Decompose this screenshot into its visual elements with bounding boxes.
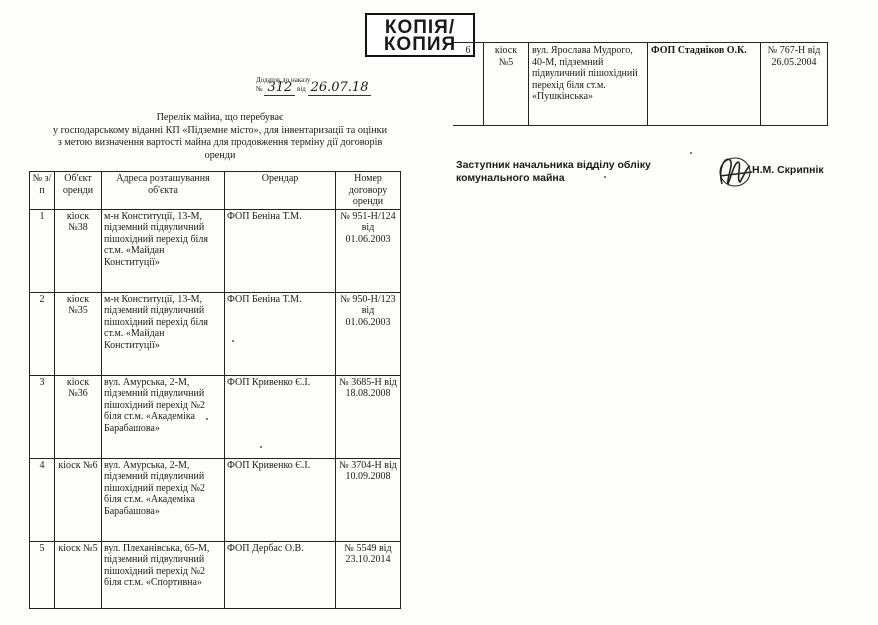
row-tenant: ФОП Кривенко Є.І. [225,458,336,541]
annex-no-prefix: № [256,85,263,93]
property-table [29,171,401,609]
stamp-line-2: КОПИЯ [383,34,457,55]
row-tenant: ФОП Дербас О.В. [225,541,336,608]
annex-from: від [297,85,306,93]
row-address: м-н Конституції, 13-М, підземний підвуличний пішохідний перехід біля ст.м. «Майдан Конституції» [102,209,225,292]
signatory-name: Н.М. Скрипнік [752,164,824,176]
annex-label: Додаток до наказу [256,76,311,84]
row-object: кіоск №6 [55,458,102,541]
scan-speck [604,176,606,178]
property-table-continued [453,42,828,126]
title-line-1: Перелік майна, що перебуває [156,112,284,123]
row-address: вул. Плеханівська, 65-М, підземний підвуличний пішохідний перехід №2 біля ст.м. «Спортивна» [102,541,225,608]
row-tenant: ФОП Беніна Т.М. [225,292,336,375]
title-line-4: оренди [204,149,236,161]
row-tenant: ФОП Кривенко Є.І. [225,375,336,458]
row-address: вул. Амурська, 2-М, підземний підвуличний пішохідний перехід №2 біля ст.м. «Академіка Барабашова» [102,375,225,458]
header-object: Об'єкт оренди [55,172,102,210]
row-tenant: ФОП Беніна Т.М. [225,209,336,292]
row-object: кіоск №38 [55,209,102,292]
handwritten-signature [716,150,754,190]
header-contract: Номер договору оренди [336,172,401,210]
scan-speck [206,418,208,420]
table-row [30,458,401,541]
header-num: № з/п [30,172,55,210]
table-header-row [30,172,401,210]
document-title [40,112,400,162]
row-address: м-н Конституції, 13-М, підземний підвуличний пішохідний перехід біля ст.м. «Майдан Конституції» [102,292,225,375]
annex-date: 26.07.18 [308,80,372,96]
row-address: вул. Амурська, 2-М, підземний підвуличний пішохідний перехід №2 біля ст.м. «Академіка Барабашова» [102,458,225,541]
table-row [30,209,401,292]
table-row [30,375,401,458]
row-num: 2 [30,292,55,375]
row-num: 6 [453,43,484,126]
row-num: 1 [30,209,55,292]
row-object: кіоск №35 [55,292,102,375]
title-line-2: у господарському віданні КП «Підземне місто», для інвентаризації та оцінки [52,124,388,136]
row-contract: № 3704-Н від 10.09.2008 [336,458,401,541]
row-num: 4 [30,458,55,541]
row-object: кіоск №36 [55,375,102,458]
row-object: кіоск №5 [55,541,102,608]
scan-speck [260,446,262,448]
row-object: кіоск №5 [484,43,529,126]
header-tenant: Орендар [225,172,336,210]
header-address: Адреса розташування об'єкта [102,172,225,210]
row-contract: № 951-Н/124 від 01.06.2003 [336,209,401,292]
scan-speck [690,152,692,154]
row-tenant: ФОП Стадніков О.К. [648,43,761,126]
title-line-3: з метою визначення вартості майна для продовження терміну дії договорів [57,137,383,148]
row-num: 3 [30,375,55,458]
scan-speck [232,340,234,342]
annex-number: 312 [264,80,295,96]
order-annex-reference [256,76,371,93]
row-contract: № 5549 від 23.10.2014 [336,541,401,608]
table-row [30,541,401,608]
signatory-position [456,159,651,185]
table-row [453,43,828,126]
row-address: вул. Ярослава Мудрого, 40-М, підземний підвуличний пішохідний перехід біля ст.м. «Пушкінська» [529,43,648,126]
stamp-line-1: КОПІЯ/ [384,17,456,38]
position-line-1: Заступник начальника відділу обліку [456,159,651,171]
row-contract: № 950-Н/123 від 01.06.2003 [336,292,401,375]
position-line-2: комунального майна [456,172,565,184]
row-contract: № 3685-Н від 18.08.2008 [336,375,401,458]
table-row [30,292,401,375]
row-num: 5 [30,541,55,608]
row-contract: № 767-Н від 26.05.2004 [761,43,828,126]
